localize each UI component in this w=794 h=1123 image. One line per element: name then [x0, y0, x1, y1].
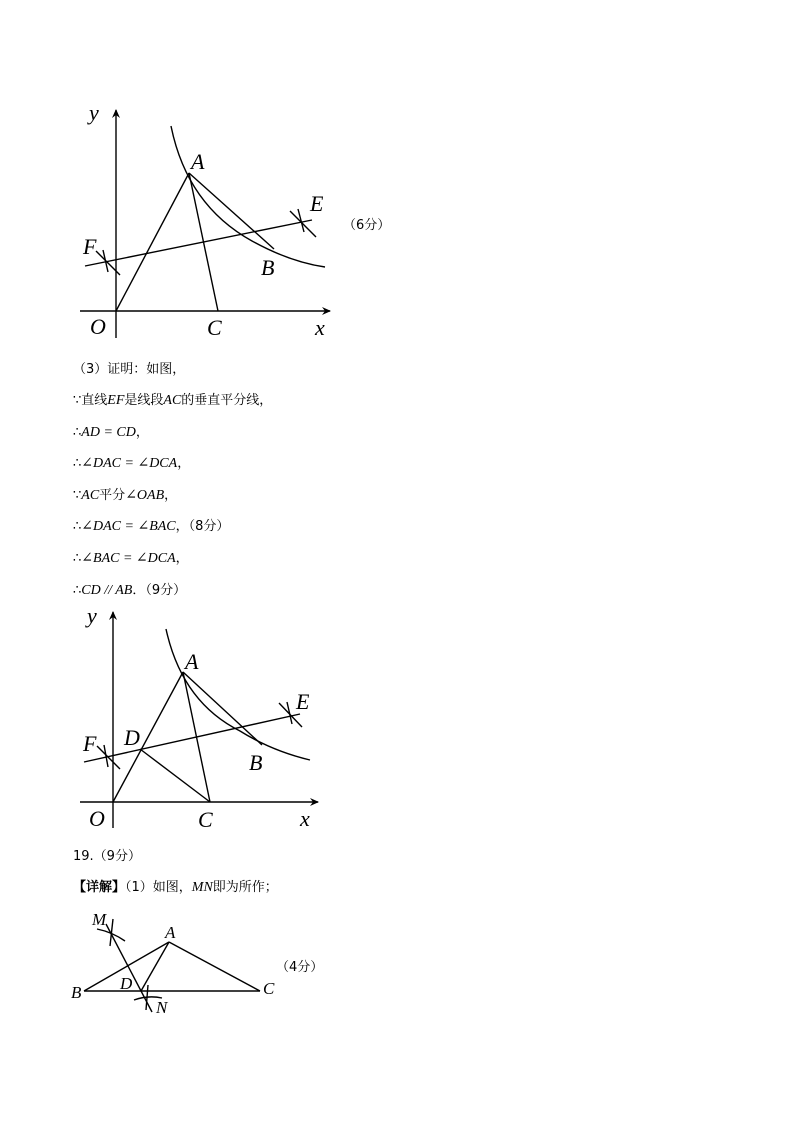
label-B: B: [261, 255, 275, 280]
segment-OA: [116, 173, 189, 311]
line-FE: [85, 220, 312, 266]
label-C-3: C: [263, 979, 275, 998]
proof-line-6: ∴∠BAC = ∠DCA，: [73, 551, 189, 566]
figure-2-svg: [75, 600, 335, 835]
label-E-2: E: [296, 689, 310, 714]
label-B-3: B: [71, 983, 82, 1002]
figure-3-triangle-construction: [68, 905, 283, 1020]
label-N: N: [156, 998, 168, 1017]
figure-1-svg: [70, 95, 370, 345]
label-C: C: [207, 315, 222, 340]
figure-1-coordinate-construction: [70, 95, 370, 345]
proof-line-4: ∵AC平分∠OAB，: [73, 488, 178, 503]
proof-line-2: ∴AD = CD，: [73, 425, 149, 440]
label-D-3: D: [120, 974, 133, 993]
q19-detail: 【详解】（1）如图，MN即为所作；: [73, 880, 278, 895]
label-x: x: [315, 315, 325, 340]
label-M: M: [92, 910, 107, 929]
label-C-2: C: [198, 807, 213, 832]
segment-AB-2: [183, 672, 262, 745]
proof-line-1: ∵直线EF是线段AC的垂直平分线，: [73, 393, 273, 408]
label-A-2: A: [185, 649, 199, 674]
figure-1-score: （6分）: [343, 218, 391, 233]
q19-heading: 19.（9分）: [73, 849, 141, 864]
proof-intro: （3）证明：如图，: [73, 362, 186, 377]
segment-AC-3: [169, 942, 260, 991]
segment-DC: [140, 749, 210, 802]
label-A: A: [191, 149, 205, 174]
label-x-2: x: [300, 806, 310, 831]
proof-line-5: ∴∠DAC = ∠BAC，（8分）: [73, 519, 230, 534]
label-y: y: [89, 100, 99, 125]
arc-mark-n2: [146, 985, 148, 1010]
label-y-2: y: [87, 603, 97, 628]
figure-3-svg: [68, 905, 283, 1020]
segment-AB: [189, 173, 274, 249]
label-O: O: [90, 314, 106, 339]
label-F: F: [83, 234, 97, 259]
label-A-3: A: [165, 923, 176, 942]
figure-2-coordinate-construction: [75, 600, 335, 835]
line-FE-2: [84, 714, 300, 762]
label-E: E: [310, 191, 324, 216]
proof-line-7: ∴CD // AB．（9分）: [73, 583, 187, 598]
arc-mark-f1-2: [97, 746, 120, 769]
line-MN: [106, 924, 152, 1012]
label-F-2: F: [83, 731, 97, 756]
label-D-2: D: [124, 725, 140, 750]
proof-line-3: ∴∠DAC = ∠DCA，: [73, 456, 191, 471]
label-B-2: B: [249, 750, 263, 775]
figure-3-score: （4分）: [276, 960, 324, 975]
label-O-2: O: [89, 806, 105, 831]
